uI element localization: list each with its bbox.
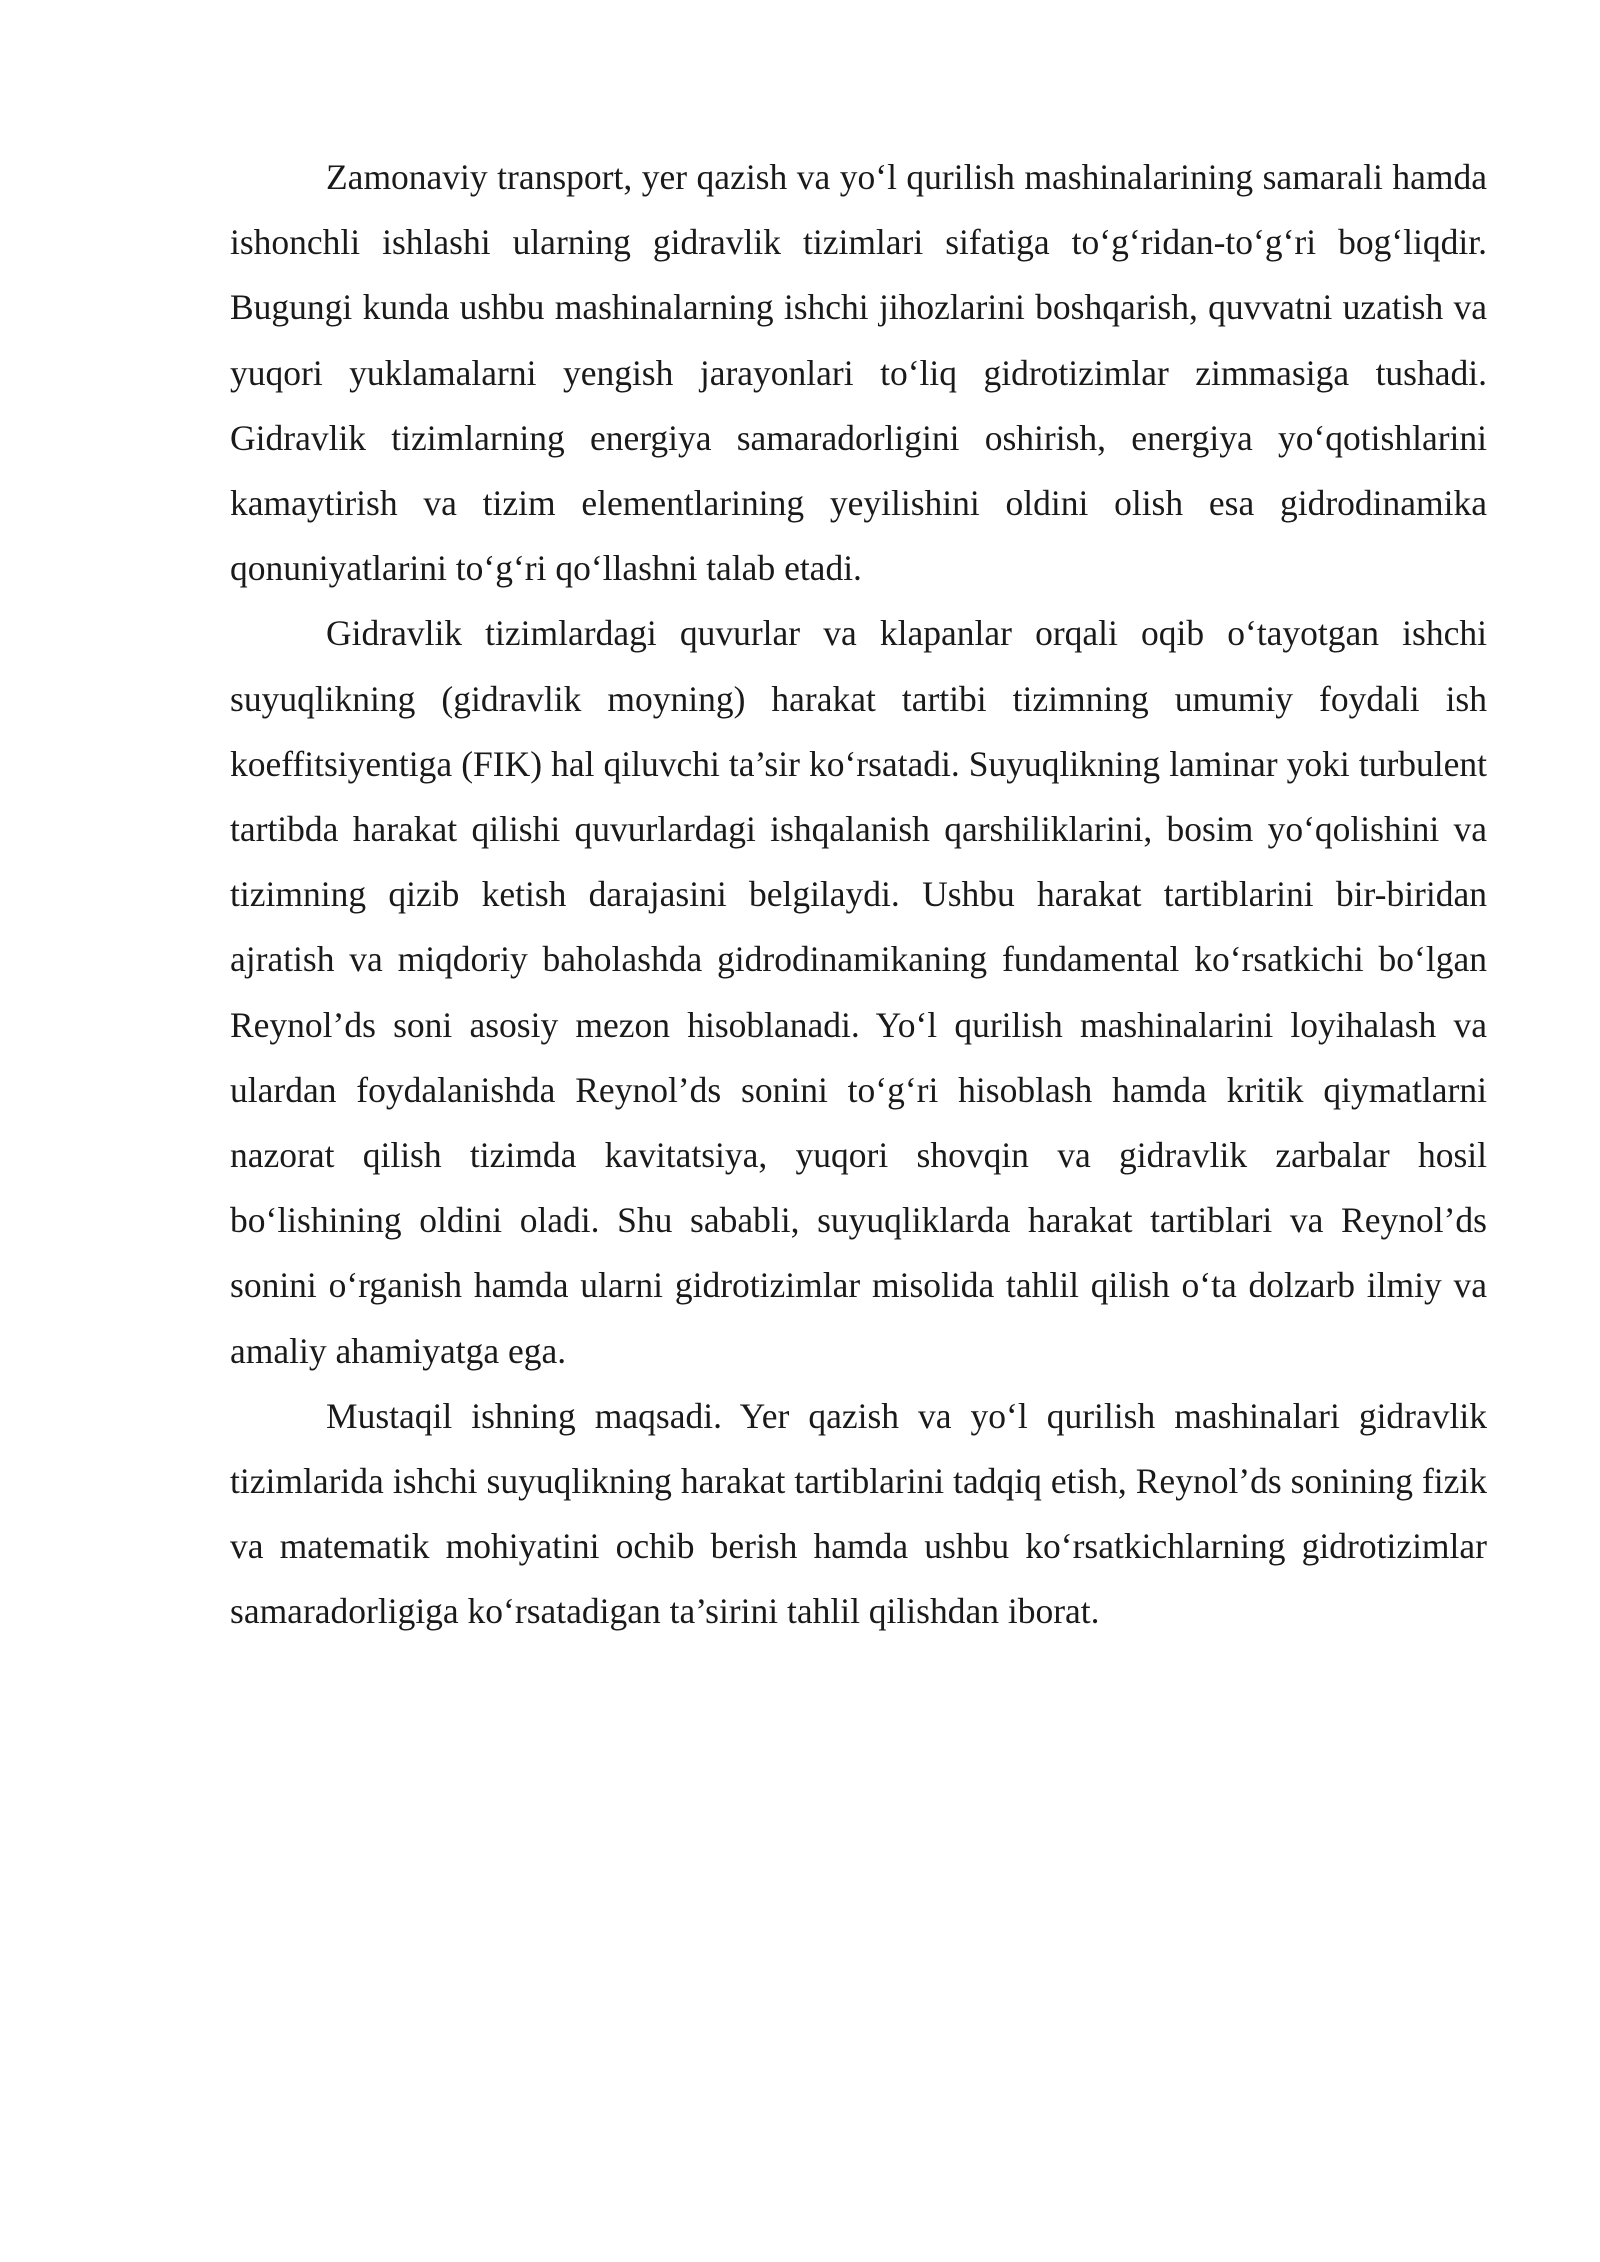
paragraph-introduction: Zamonaviy transport, yer qazish va yo‘l qurilish mashinalarining samarali hamda ishonchli ishlashi ularning gidravlik tizimlari sifatiga to‘g‘ridan-to‘g‘ri bog‘liqdir. Bugungi kunda ushbu mashinalarning ishchi jihozlarini boshqarish, quvvatni uzatish va yuqori yuklamalarni yengish jarayonlari to‘liq gidrotizimlar zimmasiga tushadi. Gidravlik tizimlarning energiya samaradorligini oshirish, energiya yo‘qotishlarini kamaytirish va tizim elementlarining yeyilishini oldini olish esa gidrodinamika qonuniyatlarini to‘g‘ri qo‘llashni talab etadi. <box>230 157 1487 589</box>
document-body <box>230 145 1487 1645</box>
paragraph-flow-regimes: Gidravlik tizimlardagi quvurlar va klapanlar orqali oqib o‘tayotgan ishchi suyuqlikning (gidravlik moyning) harakat tartibi tizimning umumiy foydali ish koeffitsiyentiga (FIK) hal qiluvchi ta’sir ko‘rsatadi. Suyuqlikning laminar yoki turbulent tartibda harakat qilishi quvurlardagi ishqalanish qarshiliklarini, bosim yo‘qolishini va tizimning qizib ketish darajasini belgilaydi. Ushbu harakat tartiblarini bir-biridan ajratish va miqdoriy baholashda gidrodinamikaning fundamental ko‘rsatkichi bo‘lgan Reynol’ds soni asosiy mezon hisoblanadi. Yo‘l qurilish mashinalarini loyihalash va ulardan foydalanishda Reynol’ds sonini to‘g‘ri hisoblash hamda kritik qiymatlarni nazorat qilish tizimda kavitatsiya, yuqori shovqin va gidravlik zarbalar hosil bo‘lishining oldini oladi. Shu sababli, suyuqliklarda harakat tartiblari va Reynol’ds sonini o‘rganish hamda ularni gidrotizimlar misolida tahlil qilish o‘ta dolzarb ilmiy va amaliy ahamiyatga ega. <box>230 613 1487 1371</box>
paragraph-objective: Mustaqil ishning maqsadi. Yer qazish va yo‘l qurilish mashinalari gidravlik tizimlarida ishchi suyuqlikning harakat tartiblarini tadqiq etish, Reynol’ds sonining fizik va matematik mohiyatini ochib berish hamda ushbu ko‘rsatkichlarning gidrotizimlar samaradorligiga ko‘rsatadigan ta’sirini tahlil qilishdan iborat. <box>230 1395 1487 1632</box>
